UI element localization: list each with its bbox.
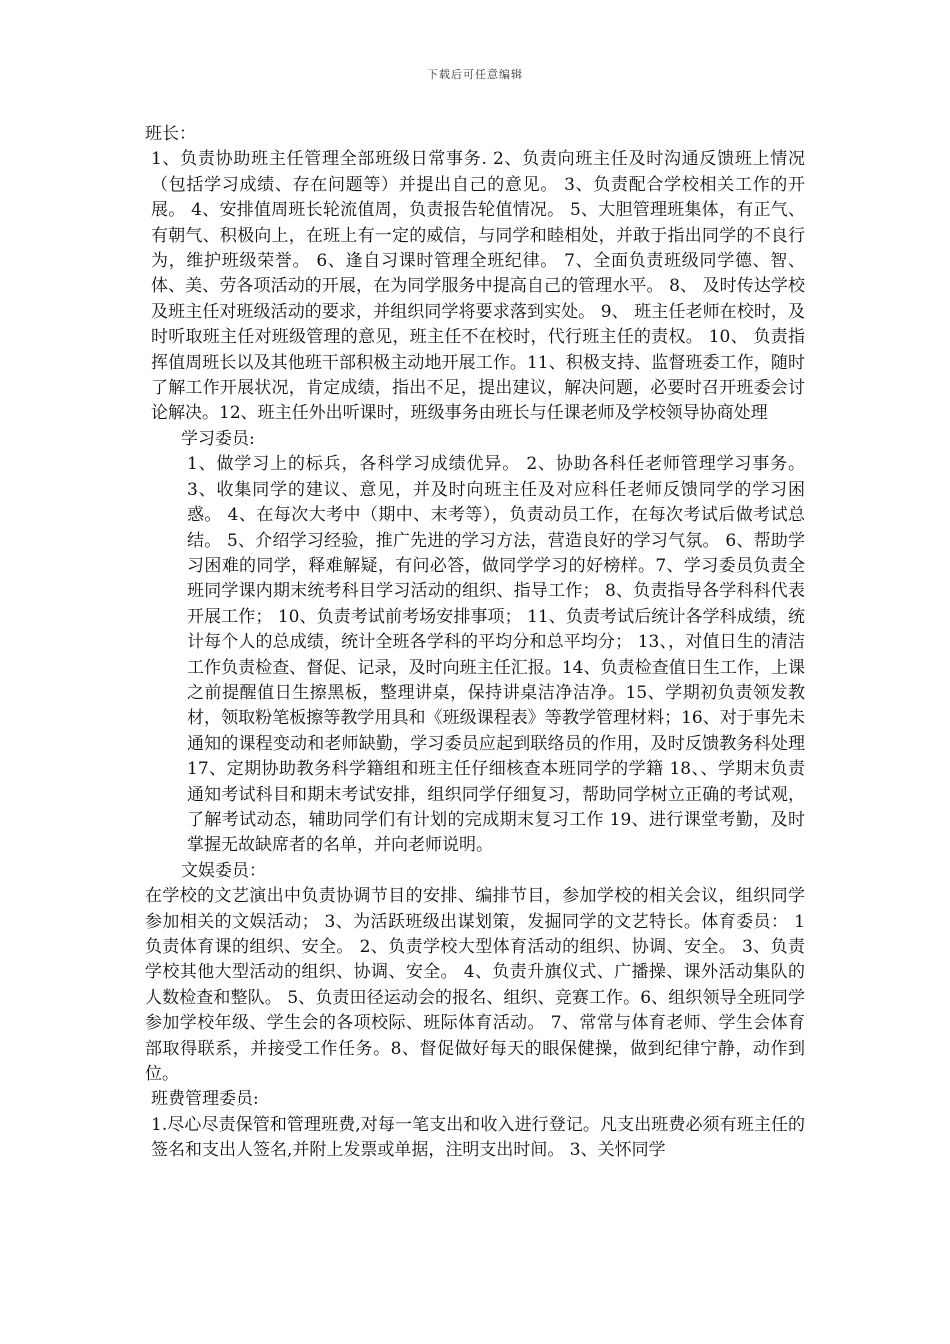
document-body — [145, 122, 805, 1164]
arts-committee-heading: 文娱委员： — [181, 860, 266, 881]
monitor-heading: 班长： — [145, 124, 196, 144]
study-committee-duties-paragraph: 1、做学习上的标兵，各科学习成绩优异。 2、协助各科任老师管理学习事务。 3、收集同学的建议、意见，并及时向班主任及对应科任老师反馈同学的学习困惑。 4、在每次大考中（期中、末考等），负责动员工作，在每次考试后做考试总结。 5、介绍学习经验，推广先进的学习方法，营造良好的学习气氛。 6、帮助学习困难的同学，释难解疑，有问必答，做同学学习的好榜样。7、学习委员负责全班同学课内期末统考科目学习活动的组织、指导工作； 8、负责指导各学科科代表开展工作； 10、负责考试前考场安排事项； 11、负责考试后统计各学科成绩，统计每个人的总成绩，统计全班各学科的平均分和总平均分； 13、，对值日生的清洁工作负责检查、督促、记录，及时向班主任汇报。14、负责检查值日生工作，上课之前提醒值日生擦黑板，整理讲桌，保持讲桌洁净洁净。15、学期初负责领发教材，领取粉笔板擦等教学用具和《班级课程表》等教学管理材料；16、对于事先未通知的课程变动和老师缺勤，学习委员应起到联络员的作用，及时反馈教务科处理 17、定期协助教务科学籍组和班主任仔细核查本班同学的学籍 18、、学期末负责通知考试科目和期末考试安排，组织同学仔细复习，帮助同学树立正确的考试观，了解考试动态，辅助同学们有计划的完成期末复习工作 19、进行课堂考勤，及时掌握无故缺席者的名单，并向老师说明。 — [187, 454, 805, 856]
class-fund-duties-paragraph: 1.尽心尽责保管和管理班费,对每一笔支出和收入进行登记。凡支出班费必须有班主任的签名和支出人签名,并附上发票或单据，注明支出时间。 3、关怀同学 — [151, 1114, 805, 1161]
class-fund-heading: 班费管理委员: — [151, 1089, 259, 1110]
arts-and-sports-duties-paragraph: 在学校的文艺演出中负责协调节目的安排、编排节目，参加学校的相关会议，组织同学参加相关的文娱活动； 3、为活跃班级出谋划策，发掘同学的文艺特长。体育委员： 1 负责体育课的组织、安全。 2、负责学校大型体育活动的组织、协调、安全。 3、负责学校其他大型活动的组织、协调、安全。 4、负责升旗仪式、广播操、课外活动集队的人数检查和整队。 5、负责田径运动会的报名、组织、竞赛工作。6、组织领导全班同学参加学校年级、学生会的各项校际、班际体育活动。 7、常常与体育老师、学生会体育部取得联系，并接受工作任务。8、督促做好每天的眼保健操，做到纪律宁静，动作到位。 — [145, 886, 805, 1085]
header-note: 下载后可任意编辑 — [427, 68, 523, 81]
study-committee-heading: 学习委员: — [181, 428, 255, 449]
monitor-duties-paragraph: 1、负责协助班主任管理全部班级日常事务. 2、负责向班主任及时沟通反馈班上情况（包括学习成绩、存在问题等）并提出自己的意见。 3、负责配合学校相关工作的开展。 4、安排值周班长轮流值周，负责报告轮值情况。 5、大胆管理班集体，有正气、有朝气、积极向上，在班上有一定的威信，与同学和睦相处，并敢于指出同学的不良行为，维护班级荣誉。 6、逢自习课时管理全班纪律。 7、全面负责班级同学德、智、体、美、劳各项活动的开展，在为同学服务中提高自己的管理水平。 8、 及时传达学校及班主任对班级活动的要求，并组织同学将要求落到实处。 9、 班主任老师在校时，及时听取班主任对班级管理的意见，班主任不在校时，代行班主任的责权。 10、 负责指挥值周班长以及其他班干部积极主动地开展工作。11、积极支持、监督班委工作，随时了解工作开展状况，肯定成绩，指出不足，提出建议，解决问题，必要时召开班委会讨论解决。12、班主任外出听课时，班级事务由班长与任课老师及学校领导协商处理 — [151, 149, 805, 424]
